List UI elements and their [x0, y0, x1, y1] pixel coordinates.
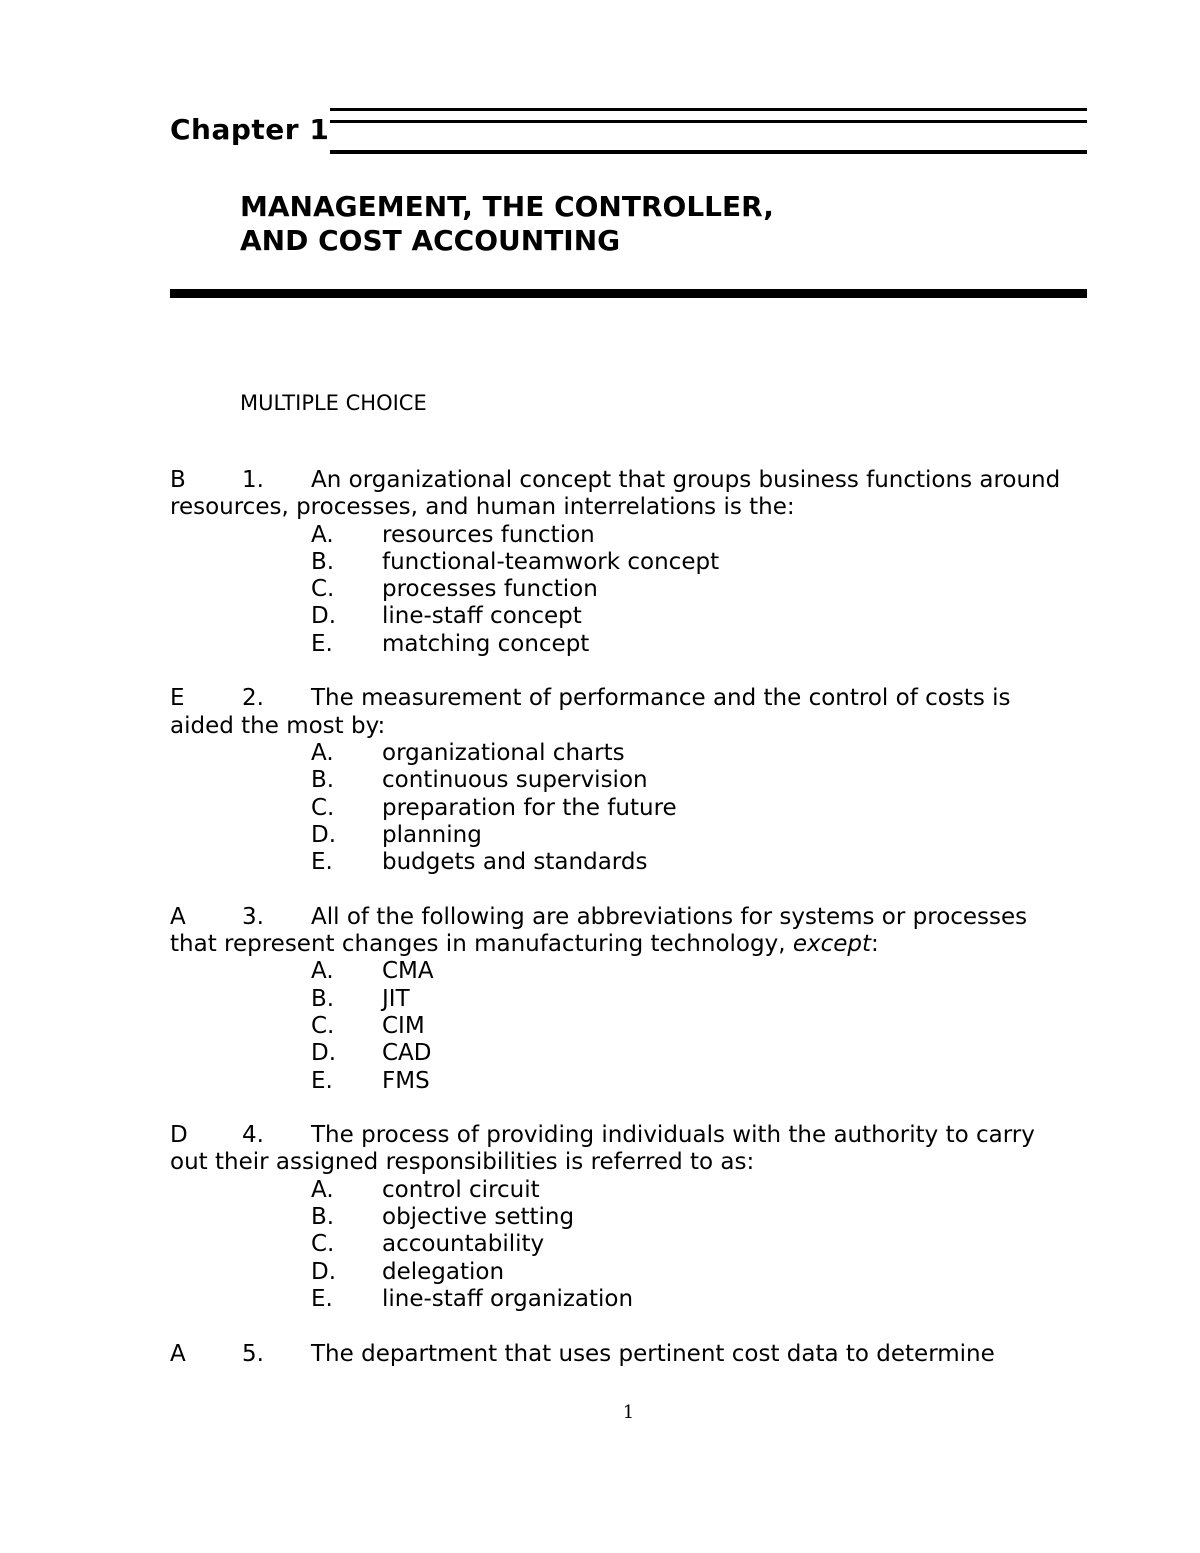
- section-heading: MULTIPLE CHOICE: [240, 391, 427, 415]
- option-text: planning: [382, 821, 482, 848]
- question-number: 2.: [242, 685, 264, 712]
- option-letter: C.: [311, 1231, 335, 1258]
- question-stem: The measurement of performance and the control of costs is: [311, 685, 1011, 712]
- header-rule-bottom: [330, 150, 1087, 154]
- answer-option: [170, 631, 1090, 658]
- chapter-title: [240, 190, 774, 258]
- answer-option: [170, 849, 1090, 876]
- answer-option: [170, 1259, 1090, 1286]
- chapter-title-line-2: AND COST ACCOUNTING: [240, 224, 621, 257]
- answer-option: [170, 1013, 1090, 1040]
- option-text: organizational charts: [382, 739, 625, 766]
- title-divider: [170, 289, 1087, 298]
- option-letter: A.: [311, 739, 334, 766]
- question-stem-continued: [170, 931, 1090, 958]
- option-letter: E.: [311, 1067, 333, 1094]
- option-letter: C.: [311, 576, 335, 603]
- option-text: functional-teamwork concept: [382, 548, 720, 575]
- option-letter: E.: [311, 630, 333, 657]
- chapter-title-line-1: MANAGEMENT, THE CONTROLLER,: [240, 190, 774, 223]
- question-number: 4.: [242, 1122, 264, 1149]
- question-stem: All of the following are abbreviations for systems or processes: [311, 903, 1028, 930]
- option-text: matching concept: [382, 630, 590, 657]
- chapter-label: Chapter 1: [170, 113, 330, 146]
- option-letter: D.: [311, 821, 337, 848]
- question-2: [170, 685, 1090, 876]
- question-5: [170, 1341, 1090, 1368]
- answer-key: B: [170, 467, 186, 493]
- option-text: continuous supervision: [382, 767, 648, 794]
- option-letter: B.: [311, 985, 335, 1012]
- answer-option: [170, 740, 1090, 767]
- option-letter: E.: [311, 849, 333, 876]
- answer-option: [170, 822, 1090, 849]
- option-letter: D.: [311, 1040, 337, 1067]
- question-stem: The department that uses pertinent cost data to determine: [311, 1340, 995, 1367]
- question-stem-continued: out their assigned responsibilities is referred to as:: [170, 1149, 755, 1176]
- option-letter: B.: [311, 1204, 335, 1231]
- option-text: line-staff organization: [382, 1285, 634, 1312]
- question-stem-continued: resources, processes, and human interrelations is the:: [170, 494, 795, 521]
- answer-option: [170, 1286, 1090, 1313]
- answer-option: [170, 1204, 1090, 1231]
- answer-option: [170, 1231, 1090, 1258]
- option-text: FMS: [382, 1067, 430, 1094]
- answer-option: [170, 576, 1090, 603]
- answer-key: D: [170, 1122, 188, 1149]
- option-text: resources function: [382, 521, 595, 548]
- option-letter: A.: [311, 1176, 334, 1203]
- question-stem: An organizational concept that groups business functions around: [311, 467, 1061, 493]
- option-letter: C.: [311, 1012, 335, 1039]
- answer-option: [170, 767, 1090, 794]
- option-text: CIM: [382, 1012, 425, 1039]
- answer-option: [170, 1068, 1090, 1095]
- answer-option: [170, 1177, 1090, 1204]
- answer-key: E: [170, 685, 185, 712]
- question-4: [170, 1122, 1090, 1313]
- question-stem-continued: aided the most by:: [170, 712, 386, 739]
- answer-option: [170, 522, 1090, 549]
- option-letter: E.: [311, 1285, 333, 1312]
- option-letter: B.: [311, 767, 335, 794]
- option-text: CMA: [382, 958, 434, 985]
- answer-option: [170, 549, 1090, 576]
- header-rule-middle: [330, 120, 1087, 123]
- question-stem: The process of providing individuals with the authority to carry: [311, 1122, 1035, 1149]
- answer-option: [170, 986, 1090, 1013]
- question-number: 3.: [242, 903, 264, 930]
- answer-option: [170, 795, 1090, 822]
- question-3: [170, 904, 1090, 1095]
- option-text: processes function: [382, 576, 598, 603]
- option-text: objective setting: [382, 1204, 575, 1231]
- question-number: 1.: [242, 467, 264, 493]
- answer-option: [170, 958, 1090, 985]
- option-text: JIT: [382, 985, 410, 1012]
- option-letter: B.: [311, 548, 335, 575]
- answer-key: A: [170, 1340, 186, 1367]
- option-letter: D.: [311, 603, 337, 630]
- answer-key: A: [170, 903, 186, 930]
- option-letter: A.: [311, 521, 334, 548]
- option-letter: A.: [311, 958, 334, 985]
- option-text: delegation: [382, 1258, 505, 1285]
- answer-option: [170, 603, 1090, 630]
- question-list: [170, 467, 1090, 1395]
- stem-punctuation: :: [871, 931, 879, 958]
- option-text: CAD: [382, 1040, 432, 1067]
- header-rule-top: [330, 108, 1087, 111]
- stem-text: that represent changes in manufacturing technology,: [170, 931, 793, 958]
- option-letter: C.: [311, 794, 335, 821]
- question-number: 5.: [242, 1340, 264, 1367]
- option-letter: D.: [311, 1258, 337, 1285]
- option-text: preparation for the future: [382, 794, 677, 821]
- option-text: line-staff concept: [382, 603, 582, 630]
- option-text: budgets and standards: [382, 849, 648, 876]
- stem-emphasis: except: [792, 931, 872, 958]
- option-text: control circuit: [382, 1176, 540, 1203]
- question-1: [170, 467, 1090, 658]
- page-number: 1: [622, 1402, 635, 1423]
- answer-option: [170, 1040, 1090, 1067]
- option-text: accountability: [382, 1231, 545, 1258]
